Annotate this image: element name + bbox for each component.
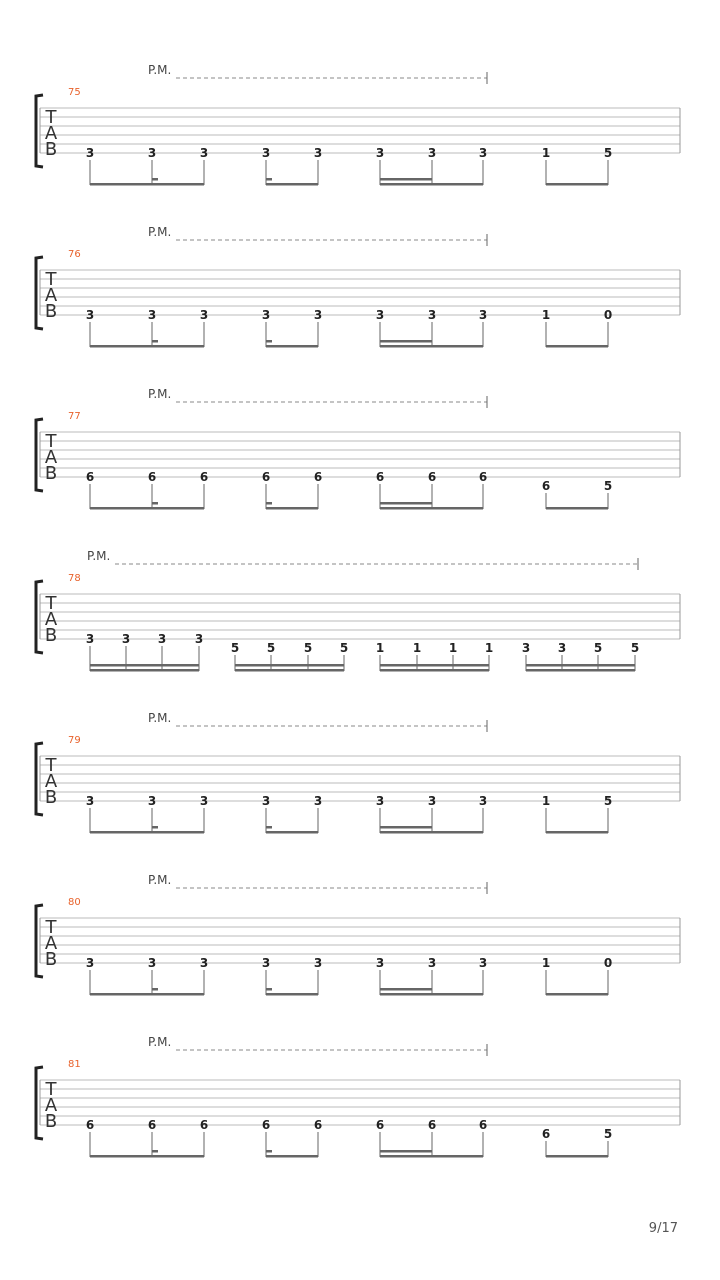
clef-letter: A — [44, 609, 58, 630]
beam-partial — [266, 178, 272, 181]
clef-letter: B — [44, 1111, 58, 1132]
measure-number: 76 — [68, 249, 81, 260]
beam — [235, 669, 344, 672]
tab-system — [36, 225, 680, 348]
clef-letter: A — [44, 123, 58, 144]
clef-letter: T — [45, 107, 57, 128]
beam-partial — [266, 826, 272, 829]
fret-number: 3 — [427, 956, 437, 970]
fret-number: 3 — [157, 632, 167, 646]
beam — [380, 507, 483, 510]
measure-number: 78 — [68, 573, 81, 584]
clef-letter: A — [44, 447, 58, 468]
fret-number: 3 — [147, 956, 157, 970]
beam — [526, 669, 635, 672]
beam — [90, 669, 199, 672]
beam — [546, 183, 608, 186]
fret-number: 3 — [427, 794, 437, 808]
fret-number: 6 — [313, 470, 323, 484]
measure-number: 77 — [68, 411, 81, 422]
fret-number: 6 — [375, 470, 385, 484]
fret-number: 3 — [313, 308, 323, 322]
beam-secondary — [380, 826, 432, 829]
beam — [266, 993, 318, 996]
tab-system — [36, 1035, 680, 1158]
beam — [546, 831, 608, 834]
fret-number: 6 — [541, 479, 551, 493]
clef-letter: B — [44, 463, 58, 484]
fret-number: 6 — [427, 470, 437, 484]
palm-mute-label: P.M. — [148, 873, 172, 887]
clef-letter: B — [44, 625, 58, 646]
fret-number: 5 — [266, 641, 276, 655]
beam-partial — [266, 988, 272, 991]
measure-number: 79 — [68, 735, 81, 746]
fret-number: 3 — [478, 146, 488, 160]
fret-number: 3 — [199, 956, 209, 970]
measure-number: 81 — [68, 1059, 81, 1070]
tab-system — [36, 549, 680, 672]
beam-secondary — [526, 664, 635, 667]
fret-number: 5 — [603, 794, 613, 808]
fret-number: 3 — [375, 956, 385, 970]
beam — [90, 993, 204, 996]
fret-number: 3 — [313, 146, 323, 160]
fret-number: 1 — [541, 146, 551, 160]
fret-number: 3 — [85, 308, 95, 322]
clef-letter: T — [45, 1079, 57, 1100]
clef-letter: T — [45, 755, 57, 776]
fret-number: 3 — [478, 308, 488, 322]
beam-secondary — [380, 340, 432, 343]
beam — [546, 507, 608, 510]
fret-number: 6 — [85, 470, 95, 484]
fret-number: 1 — [375, 641, 385, 655]
beam — [380, 183, 483, 186]
fret-number: 3 — [261, 956, 271, 970]
palm-mute-label: P.M. — [148, 225, 172, 239]
beam — [266, 831, 318, 834]
fret-number: 6 — [313, 1118, 323, 1132]
fret-number: 3 — [313, 794, 323, 808]
beam-partial — [266, 502, 272, 505]
tab-system — [36, 387, 680, 510]
beam — [90, 507, 204, 510]
page-number: 9/17 — [648, 1221, 678, 1236]
fret-number: 3 — [121, 632, 131, 646]
beam — [90, 1155, 204, 1158]
fret-number: 3 — [478, 956, 488, 970]
fret-number: 1 — [541, 956, 551, 970]
beam-partial — [152, 988, 158, 991]
clef-letter: B — [44, 139, 58, 160]
fret-number: 3 — [427, 308, 437, 322]
fret-number: 5 — [593, 641, 603, 655]
tab-system — [36, 873, 680, 996]
fret-number: 5 — [603, 146, 613, 160]
fret-number: 5 — [303, 641, 313, 655]
fret-number: 6 — [541, 1127, 551, 1141]
beam — [546, 345, 608, 348]
clef-letter: B — [44, 787, 58, 808]
beam — [266, 507, 318, 510]
beam — [266, 1155, 318, 1158]
fret-number: 6 — [199, 1118, 209, 1132]
beam-partial — [152, 1150, 158, 1153]
fret-number: 3 — [194, 632, 204, 646]
fret-number: 6 — [375, 1118, 385, 1132]
fret-number: 6 — [85, 1118, 95, 1132]
fret-number: 6 — [199, 470, 209, 484]
measure-number: 75 — [68, 87, 81, 98]
beam-secondary — [380, 1150, 432, 1153]
measure-number: 80 — [68, 897, 81, 908]
fret-number: 3 — [199, 308, 209, 322]
fret-number: 3 — [375, 146, 385, 160]
fret-number: 5 — [630, 641, 640, 655]
fret-number: 6 — [147, 470, 157, 484]
fret-number: 3 — [85, 956, 95, 970]
fret-number: 3 — [147, 308, 157, 322]
clef-letter: T — [45, 917, 57, 938]
fret-number: 3 — [557, 641, 567, 655]
beam-secondary — [90, 664, 199, 667]
beam — [90, 831, 204, 834]
palm-mute-label: P.M. — [148, 1035, 172, 1049]
fret-number: 3 — [261, 794, 271, 808]
fret-number: 3 — [375, 794, 385, 808]
palm-mute-label: P.M. — [148, 63, 172, 77]
fret-number: 0 — [603, 308, 613, 322]
beam-partial — [152, 826, 158, 829]
fret-number: 3 — [427, 146, 437, 160]
clef-letter: B — [44, 949, 58, 970]
fret-number: 1 — [484, 641, 494, 655]
fret-number: 6 — [478, 1118, 488, 1132]
beam-secondary — [380, 664, 489, 667]
fret-number: 3 — [85, 794, 95, 808]
fret-number: 3 — [521, 641, 531, 655]
fret-number: 6 — [147, 1118, 157, 1132]
beam-secondary — [380, 178, 432, 181]
beam — [90, 183, 204, 186]
fret-number: 1 — [541, 308, 551, 322]
clef-letter: A — [44, 285, 58, 306]
tab-system — [36, 63, 680, 186]
clef-letter: A — [44, 771, 58, 792]
beam-partial — [152, 340, 158, 343]
fret-number: 3 — [375, 308, 385, 322]
fret-number: 1 — [448, 641, 458, 655]
beam — [380, 831, 483, 834]
fret-number: 3 — [313, 956, 323, 970]
beam-secondary — [235, 664, 344, 667]
clef-letter: T — [45, 269, 57, 290]
clef-letter: A — [44, 1095, 58, 1116]
beam — [546, 1155, 608, 1158]
beam — [90, 345, 204, 348]
clef-letter: B — [44, 301, 58, 322]
beam-secondary — [380, 988, 432, 991]
fret-number: 6 — [261, 1118, 271, 1132]
fret-number: 5 — [230, 641, 240, 655]
fret-number: 3 — [261, 308, 271, 322]
fret-number: 6 — [478, 470, 488, 484]
palm-mute-label: P.M. — [148, 711, 172, 725]
fret-number: 6 — [427, 1118, 437, 1132]
fret-number: 3 — [147, 794, 157, 808]
fret-number: 3 — [478, 794, 488, 808]
beam — [266, 345, 318, 348]
palm-mute-label: P.M. — [87, 549, 111, 563]
beam — [380, 1155, 483, 1158]
palm-mute-label: P.M. — [148, 387, 172, 401]
fret-number: 0 — [603, 956, 613, 970]
fret-number: 3 — [85, 632, 95, 646]
beam — [380, 669, 489, 672]
beam — [380, 345, 483, 348]
fret-number: 5 — [603, 1127, 613, 1141]
clef-letter: A — [44, 933, 58, 954]
fret-number: 3 — [85, 146, 95, 160]
beam-partial — [152, 502, 158, 505]
beam-partial — [152, 178, 158, 181]
fret-number: 6 — [261, 470, 271, 484]
beam-partial — [266, 1150, 272, 1153]
beam-partial — [266, 340, 272, 343]
beam — [380, 993, 483, 996]
beam — [266, 183, 318, 186]
beam — [546, 993, 608, 996]
beam-secondary — [380, 502, 432, 505]
clef-letter: T — [45, 431, 57, 452]
fret-number: 1 — [412, 641, 422, 655]
tab-system — [36, 711, 680, 834]
fret-number: 1 — [541, 794, 551, 808]
fret-number: 3 — [199, 146, 209, 160]
fret-number: 3 — [147, 146, 157, 160]
fret-number: 3 — [199, 794, 209, 808]
fret-number: 5 — [339, 641, 349, 655]
fret-number: 5 — [603, 479, 613, 493]
fret-number: 3 — [261, 146, 271, 160]
clef-letter: T — [45, 593, 57, 614]
